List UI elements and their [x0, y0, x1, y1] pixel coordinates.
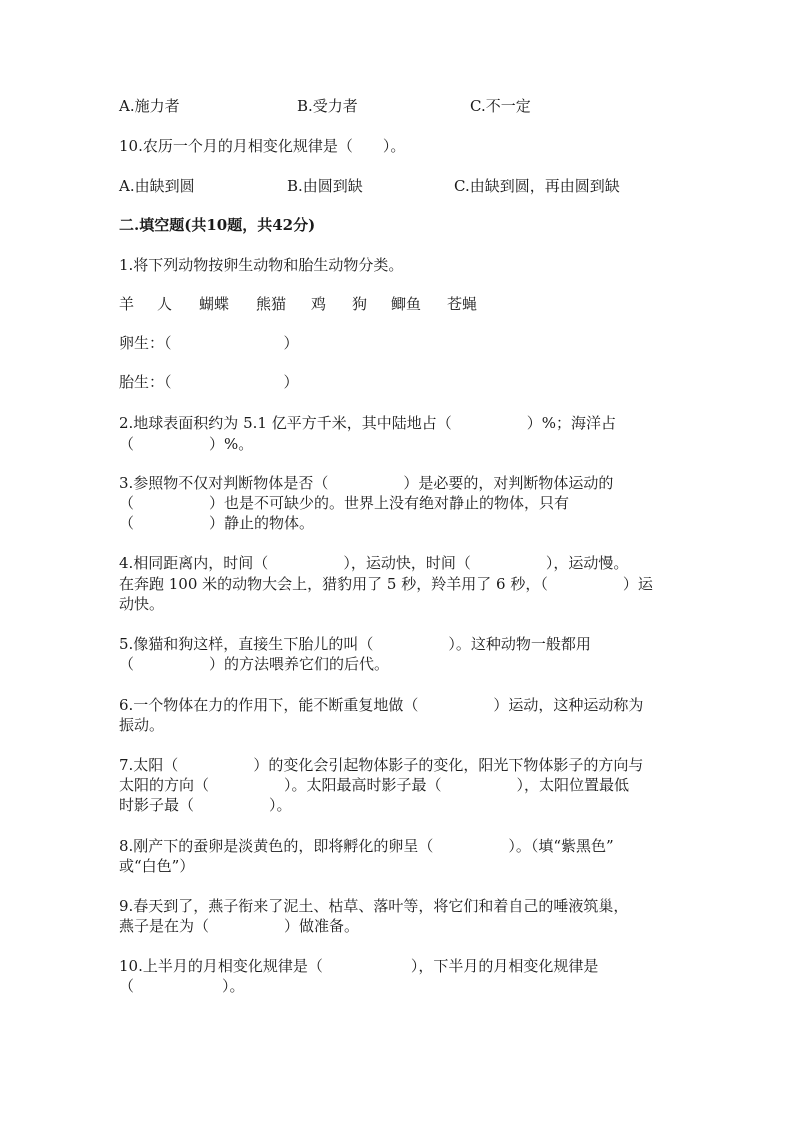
- f3-line-2: （ ）也是不可缺少的。世界上没有绝对静止的物体，只有: [119, 494, 570, 512]
- f4-line-3: 动快。: [119, 595, 165, 613]
- f7-line-2: 太阳的方向（ ）。太阳最高时影子最（ ），太阳位置最低: [119, 776, 630, 794]
- q10-option-b[interactable]: B.由圆到缺: [287, 177, 363, 195]
- q10-option-c[interactable]: C.由缺到圆，再由圆到缺: [454, 177, 620, 195]
- f5-line-2: （ ）的方法喂养它们的后代。: [119, 655, 390, 673]
- f2-line-2: （ ）%。: [119, 435, 254, 453]
- f1-oviparous-line: 卵生：（ ）: [119, 334, 299, 352]
- f3-line-1: 3.参照物不仅对判断物体是否（ ）是必要的，对判断物体运动的: [119, 474, 614, 492]
- animal-item: 熊猫: [256, 295, 287, 313]
- viviparous-label: 胎生：（: [119, 373, 172, 391]
- animal-item: 羊: [119, 295, 135, 313]
- q10-question: 10.农历一个月的月相变化规律是（ ）。: [119, 137, 406, 155]
- f5-line-1: 5.像猫和狗这样，直接生下胎儿的叫（ ）。这种动物一般都用: [119, 635, 591, 653]
- f3-line-3: （ ）静止的物体。: [119, 514, 315, 532]
- f9-line-2: 燕子是在为（ ）做准备。: [119, 917, 360, 935]
- animal-item: 狗: [352, 295, 368, 313]
- f1-viviparous-line: 胎生：（ ）: [119, 373, 299, 391]
- f8-line-1: 8.刚产下的蚕卵是淡黄色的，即将孵化的卵呈（ ）。（填“紫黑色”: [119, 837, 614, 855]
- animal-item: 蝴蝶: [199, 295, 230, 313]
- animal-item: 鸡: [311, 295, 327, 313]
- f4-line-2: 在奔跑 100 米的动物大会上，猎豹用了 5 秒，羚羊用了 6 秒，（ ）运: [119, 575, 653, 593]
- f10-line-1: 10.上半月的月相变化规律是（ ），下半月的月相变化规律是: [119, 957, 599, 975]
- f6-line-2: 振动。: [119, 716, 165, 734]
- f2-line-1: 2.地球表面积约为 5.1 亿平方千米，其中陆地占（ ）%；海洋占: [119, 414, 616, 432]
- section-title: 二.填空题(共10题，共42分): [119, 216, 316, 234]
- q9-option-a[interactable]: A.施力者: [119, 97, 180, 115]
- f9-line-1: 9.春天到了，燕子衔来了泥土、枯草、落叶等，将它们和着自己的唾液筑巢，: [119, 897, 629, 915]
- f7-line-1: 7.太阳（ ）的变化会引起物体影子的变化，阳光下物体影子的方向与: [119, 756, 644, 774]
- f6-line-1: 6.一个物体在力的作用下，能不断重复地做（ ）运动，这种运动称为: [119, 696, 644, 714]
- f1-prompt: 1.将下列动物按卵生动物和胎生动物分类。: [119, 256, 404, 274]
- animal-item: 人: [157, 295, 173, 313]
- q10-option-a[interactable]: A.由缺到圆: [119, 177, 195, 195]
- f8-line-2: 或“白色”）: [119, 857, 195, 875]
- f4-line-1: 4.相同距离内，时间（ ），运动快，时间（ ），运动慢。: [119, 554, 629, 572]
- q9-option-b[interactable]: B.受力者: [297, 97, 358, 115]
- f7-line-3: 时影子最（ ）。: [119, 796, 292, 814]
- animal-item: 苍蝇: [447, 295, 478, 313]
- oviparous-label: 卵生：（: [119, 334, 172, 352]
- q9-option-c[interactable]: C.不一定: [470, 97, 531, 115]
- animal-item: 鲫鱼: [391, 295, 422, 313]
- f10-line-2: （ ）。: [119, 977, 245, 995]
